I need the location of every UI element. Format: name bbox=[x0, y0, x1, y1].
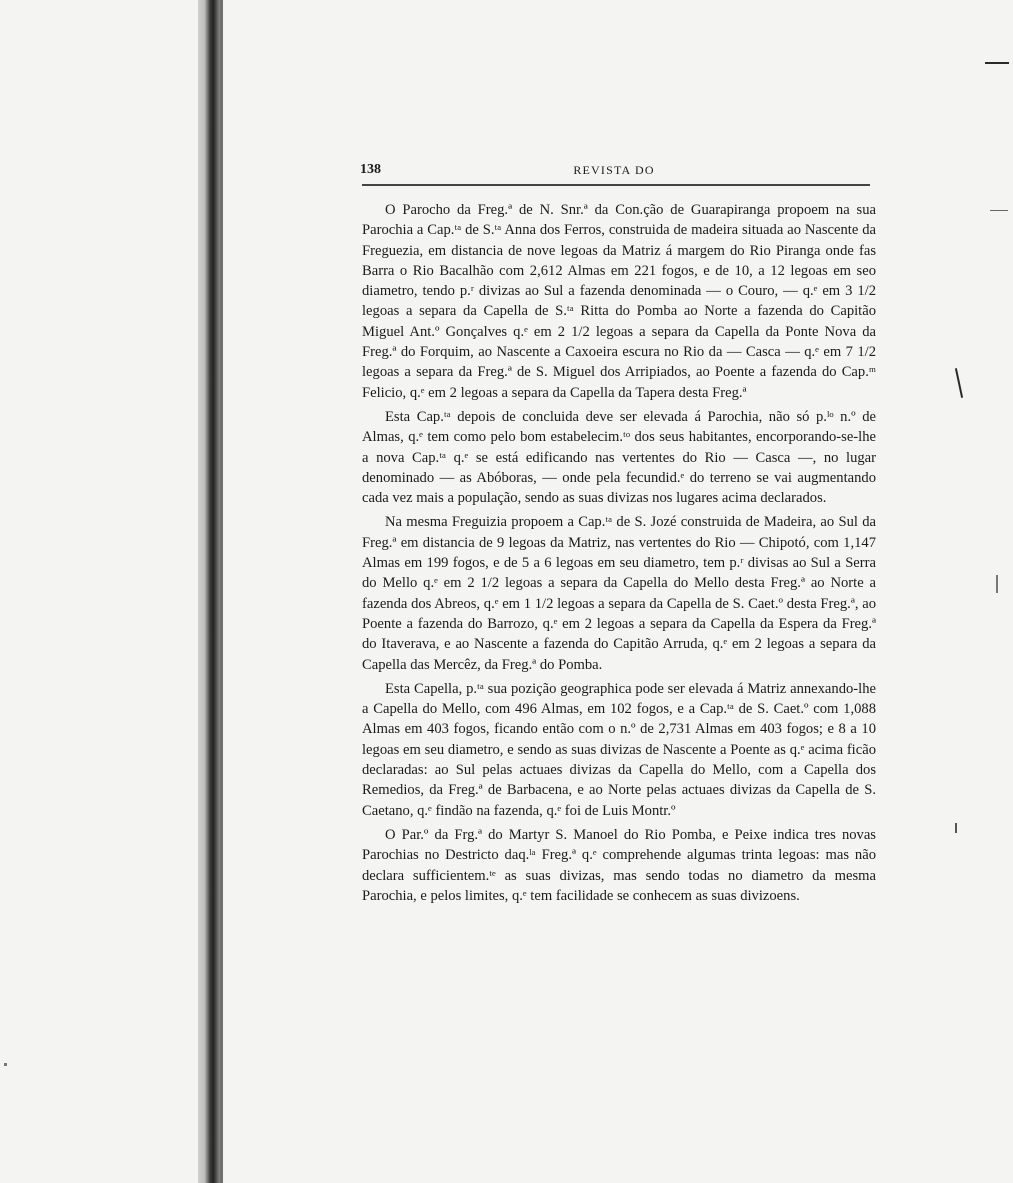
margin-mark bbox=[996, 575, 998, 593]
paragraph: O Parocho da Freg.ª de N. Snr.ª da Con.ção de Guarapiranga propoem na sua Parochia a Cap.ᵗᵃ de S.ᵗᵃ Anna dos Ferros, construida de madeira situada ao Nascente da Freguezia, em distancia de nove legoas da Matriz á margem do Rio Piranga onde fas Barra o Rio Bacalhão com 2,612 Almas em 221 fogos, e de 10, a 12 legoas em seo diametro, tendo p.ʳ divizas ao Sul a fazenda denominada — o Couro, — q.ᵉ em 3 1/2 legoas a separa da Capella de S.ᵗᵃ Ritta do Pomba ao Norte a fazenda do Capitão Miguel Ant.º Gonçalves q.ᵉ em 2 1/2 legoas a separa da Capella da Ponte Nova da Freg.ª do Forquim, ao Nascente a Caxoeira escura no Rio da — Casca — q.ᵉ em 7 1/2 legoas a separa da Freg.ª de S. Miguel dos Arripiados, ao Poente a fazenda do Cap.ᵐ Felicio, q.ᵉ em 2 legoas a separa da Capella da Tapera desta Freg.ª bbox=[362, 202, 876, 401]
body-text bbox=[362, 200, 876, 906]
book-binding-shadow bbox=[198, 0, 220, 1183]
margin-mark bbox=[985, 62, 1009, 64]
margin-mark bbox=[955, 823, 957, 833]
header-rule bbox=[362, 184, 870, 186]
margin-mark bbox=[955, 368, 963, 398]
paragraph: Na mesma Freguizia propoem a Cap.ᵗᵃ de S. Jozé construida de Madeira, ao Sul da Freg.ª em distancia de 9 legoas da Matriz, nas vertentes do Rio — Chipotó, com 1,147 Almas em 199 fogos, e de 5 a 6 legoas em seu diametro, tem p.ʳ divisas ao Sul a Serra do Mello q.ᵉ em 2 1/2 legoas a separa da Capella do Mello desta Freg.ª ao Norte a fazenda dos Abreos, q.ᵉ em 1 1/2 legoas a separa da Capella de S. Caet.º desta Freg.ª, ao Poente a fazenda do Barrozo, q.ᵉ em 2 legoas a separa da Capella da Espera da Freg.ª do Itaverava, e ao Nascente a fazenda do Capitão Arruda, q.ᵉ em 2 legoas a separa da Capella das Mercêz, da Freg.ª do Pomba. bbox=[362, 514, 876, 673]
paragraph: O Par.º da Frg.ª do Martyr S. Manoel do Rio Pomba, e Peixe indica tres novas Parochias no Destricto daq.ˡᵃ Freg.ª q.ᵉ comprehende algumas trinta legoas: mas não declara sufficientem.ᵗᵉ as suas divizas, mas sendo todas no diametro da mesma Parochia, e pelos limites, q.ᵉ tem facilidade se conhecem as suas divizoens. bbox=[362, 826, 876, 904]
running-head: REVISTA DO bbox=[573, 163, 655, 177]
margin-mark bbox=[4, 1063, 7, 1066]
margin-mark bbox=[990, 210, 1008, 211]
page-number: 138 bbox=[360, 162, 381, 177]
page-gutter-edge bbox=[220, 0, 223, 1183]
paragraph: Esta Capella, p.ᵗᵃ sua pozição geographica pode ser elevada á Matriz annexando-lhe a Capella do Mello, com 496 Almas, em 102 fogos, e a Cap.ᵗᵃ de S. Caet.º com 1,088 Almas em 403 fogos, ficando então com o n.º de 2,731 Almas em 403 fogos; e 8 a 10 legoas em seu diametro, e sendo as suas divizas de Nascente a Poente as q.ᵉ acima ficão declaradas: ao Sul pelas actuaes divizas da Capella do Mello, com a Capella dos Remedios, da Freg.ª de Barbacena, e ao Norte pelas actuaes divizas da Capella de S. Caetano, q.ᵉ findão na fazenda, q.ᵉ foi de Luis Montr.º bbox=[362, 680, 876, 819]
paragraph: Esta Cap.ᵗᵃ depois de concluida deve ser elevada á Parochia, não só p.ˡᵒ n.º de Almas, q.ᵉ tem como pelo bom estabelecim.ᵗᵒ dos seus habitantes, encorporando-se-lhe a nova Cap.ᵗᵃ q.ᵉ se está edificando nas vertentes do Rio — Casca —, no lugar denominado — as Abóboras, — onde pela fecundid.ᵉ do terreno se vai augmentando cada vez mais a população, sendo as suas divizas nos lugares acima declarados. bbox=[362, 408, 876, 507]
page-header bbox=[358, 160, 870, 182]
